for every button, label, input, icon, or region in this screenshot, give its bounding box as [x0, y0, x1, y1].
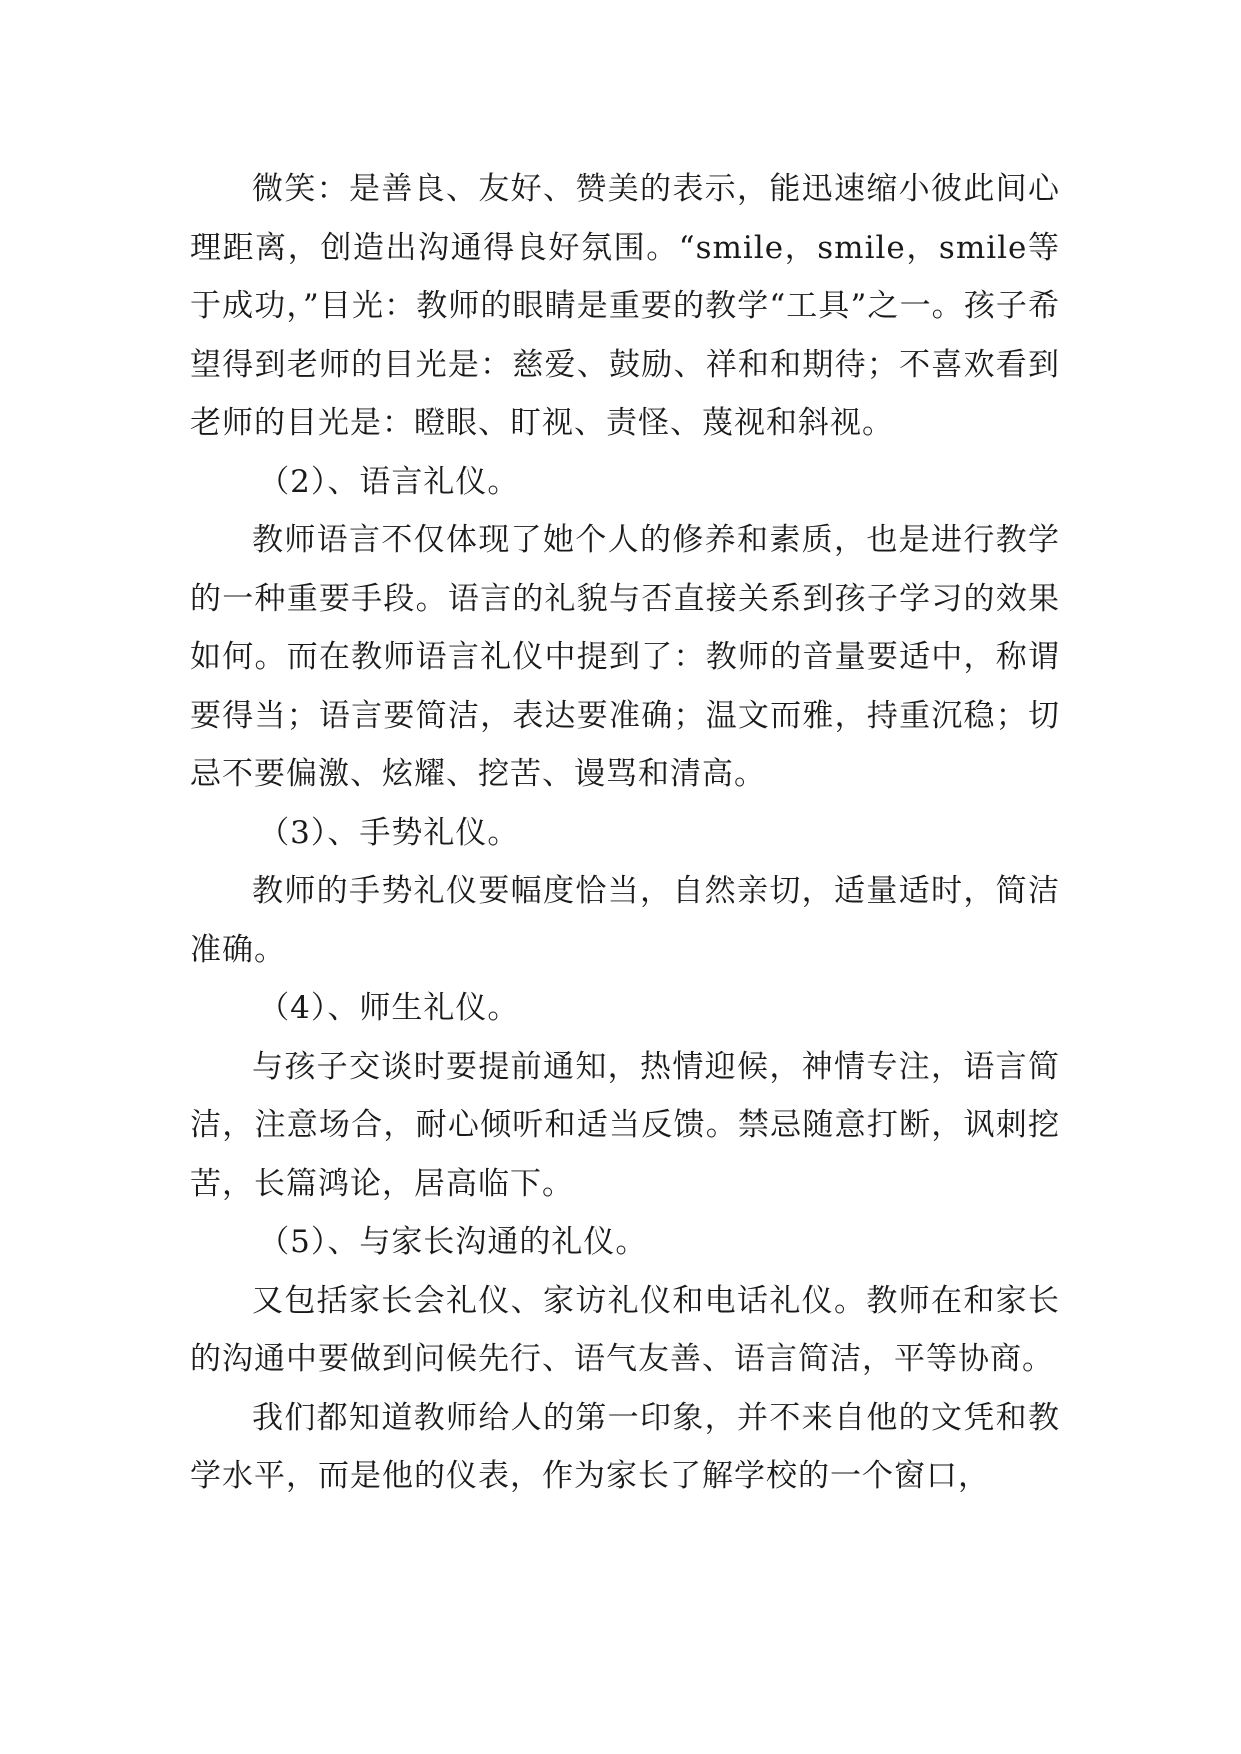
paragraph-smile-gaze: 微笑：是善良、友好、赞美的表示，能迅速缩小彼此间心理距离，创造出沟通得良好氛围。“smile，smile，smile等于成功，”目光：教师的眼睛是重要的教学“工具”之一。孩子希望得到老师的目光是：慈爱、鼓励、祥和和期待；不喜欢看到老师的目光是：瞪眼、盯视、责怪、蔑视和斜视。: [190, 171, 1060, 441]
paragraph-gesture-etiquette: 教师的手势礼仪要幅度恰当，自然亲切，适量适时，简洁准确。: [190, 873, 1060, 968]
heading-language-etiquette: （2）、语言礼仪。: [258, 463, 520, 500]
document-body: [190, 160, 1060, 1506]
paragraph-first-impression: 我们都知道教师给人的第一印象，并不来自他的文凭和教学水平，而是他的仪表，作为家长了解学校的一个窗口，: [190, 1399, 1060, 1494]
heading-teacher-student-etiquette: （4）、师生礼仪。: [258, 990, 520, 1026]
heading-gesture-etiquette: （3）、手势礼仪。: [258, 814, 520, 851]
paragraph-teacher-student-etiquette: 与孩子交谈时要提前通知，热情迎候，神情专注，语言简洁，注意场合，耐心倾听和适当反馈。禁忌随意打断，讽刺挖苦，长篇鸿论，居高临下。: [190, 1048, 1060, 1202]
paragraph-parent-communication-etiquette: 又包括家长会礼仪、家访礼仪和电话礼仪。教师在和家长的沟通中要做到问候先行、语气友善、语言简洁，平等协商。: [190, 1282, 1060, 1377]
paragraph-language-etiquette: 教师语言不仅体现了她个人的修养和素质，也是进行教学的一种重要手段。语言的礼貌与否直接关系到孩子学习的效果如何。而在教师语言礼仪中提到了：教师的音量要适中，称谓要得当；语言要简洁，表达要准确；温文而雅，持重沉稳；切忌不要偏激、炫耀、挖苦、谩骂和清高。: [190, 522, 1060, 792]
heading-parent-communication-etiquette: （5）、与家长沟通的礼仪。: [258, 1224, 648, 1260]
